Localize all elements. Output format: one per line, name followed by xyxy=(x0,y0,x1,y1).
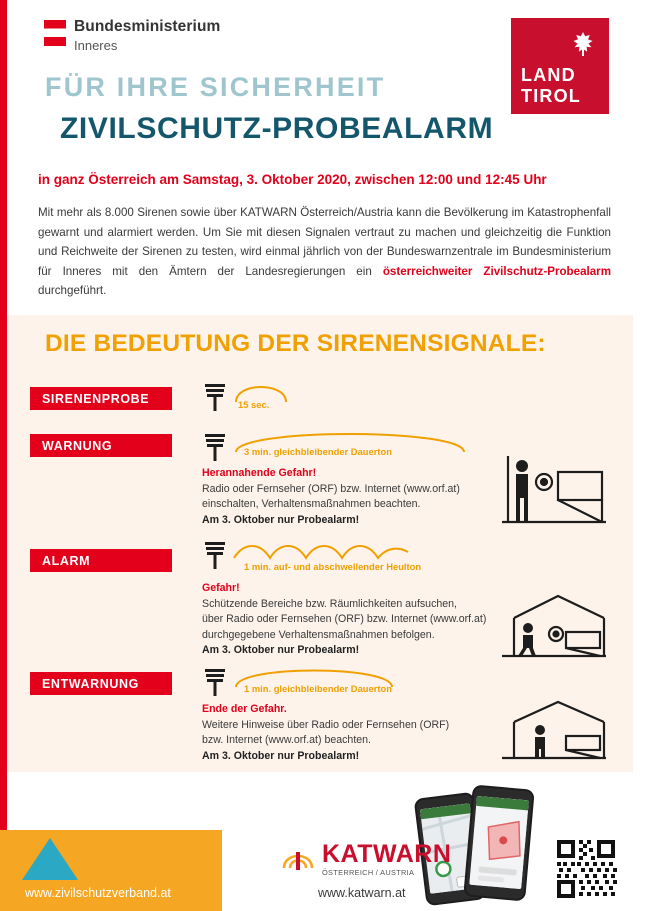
signal-line-alarm-3: durchgegebene Verhaltensmaßnahmen befolgen. xyxy=(202,628,435,641)
ministry-name-line1: Bundesministerium xyxy=(74,18,221,35)
page-title-line2: ZIVILSCHUTZ-PROBEALARM xyxy=(60,112,494,145)
katwarn-signal-icon xyxy=(278,842,318,874)
intro-highlight: österreichweiter Zivilschutz-Probealarm xyxy=(382,264,612,278)
signal-line-alarm-2: über Radio oder Fernsehen (ORF) bzw. Internet (www.orf.at) xyxy=(202,613,487,625)
signal-caption-entwarnung: 1 min. gleichbleibender Dauerton xyxy=(244,683,392,694)
signal-description-entwarnung xyxy=(202,702,502,764)
tirol-eagle-icon xyxy=(567,28,599,60)
signal-heading-entwarnung: Ende der Gefahr. xyxy=(202,703,287,715)
katwarn-url[interactable]: www.katwarn.at xyxy=(318,886,406,900)
signal-note-entwarnung: Am 3. Oktober nur Probealarm! xyxy=(202,749,360,762)
ministry-logo xyxy=(44,18,220,55)
signals-panel-title: DIE BEDEUTUNG DER SIRENENSIGNALE: xyxy=(45,330,546,357)
page-title-line1: FÜR IHRE SICHERHEIT xyxy=(45,72,386,102)
ministry-name-line2: Inneres xyxy=(74,38,118,53)
signal-heading-alarm: Gefahr! xyxy=(202,582,240,594)
tirol-label-line1: LAND xyxy=(521,65,576,85)
signal-caption-warnung: 3 min. gleichbleibender Dauerton xyxy=(244,446,392,457)
pictogram-warnung xyxy=(500,452,608,527)
land-tirol-logo xyxy=(511,18,609,114)
siren-icon-1 xyxy=(202,380,228,412)
qr-code-icon[interactable] xyxy=(553,836,619,902)
subheading-date: in ganz Österreich am Samstag, 3. Oktober 2020, zwischen 12:00 und 12:45 Uhr xyxy=(38,172,547,187)
signal-line-warnung-2: einschalten, Verhaltensmaßnahmen beachten. xyxy=(202,498,421,510)
siren-icon-2 xyxy=(202,430,228,462)
signal-line-entwarnung-2: bzw. Internet (www.orf.at) beachten. xyxy=(202,734,371,746)
phone-right xyxy=(463,785,535,902)
signal-label-warnung: WARNUNG xyxy=(30,434,172,457)
signal-label-entwarnung: ENTWARNUNG xyxy=(30,672,172,695)
signal-caption-alarm: 1 min. auf- und abschwellender Heulton xyxy=(244,561,422,572)
phone-right-screen xyxy=(469,796,529,889)
pictogram-entwarnung xyxy=(500,700,608,762)
austria-flag-icon xyxy=(44,20,66,46)
intro-paragraph xyxy=(38,203,611,301)
signal-label-alarm: ALARM xyxy=(30,549,172,572)
pictogram-alarm xyxy=(500,588,608,660)
signal-note-alarm: Am 3. Oktober nur Probealarm! xyxy=(202,644,360,656)
katwarn-name: KATWARN xyxy=(322,840,452,868)
signal-note-warnung: Am 3. Oktober nur Probealarm! xyxy=(202,513,360,526)
signal-description-warnung xyxy=(202,466,502,528)
signal-line-entwarnung-1: Weitere Hinweise über Radio oder Fernsehen (ORF) xyxy=(202,718,450,731)
zivilschutzverband-url[interactable]: www.zivilschutzverband.at xyxy=(25,886,171,900)
left-red-accent-bar xyxy=(0,0,7,830)
siren-icon-3 xyxy=(202,538,228,570)
signal-description-alarm xyxy=(202,581,512,659)
tirol-label-line2: TIROL xyxy=(521,86,581,106)
signal-line-warnung-1: Radio oder Fernseher (ORF) bzw. Internet (www.orf.at) xyxy=(202,482,460,495)
intro-text-part2: durchgeführt. xyxy=(38,284,107,297)
katwarn-logo xyxy=(322,840,451,877)
signal-heading-warnung: Herannahende Gefahr! xyxy=(202,467,317,479)
katwarn-subtitle: ÖSTERREICH / AUSTRIA xyxy=(322,868,415,877)
intro-text-part1: Mit mehr als 8.000 Sirenen sowie über KATWARN Österreich/Austria kann die Bevölkerung im Katastrophenfall gewarnt und alarmiert werden. Um Sie mit diesen Signalen vertraut zu machen und gleichzeitig die Funktion und Reichweite der Sirenen zu testen, wird einmal jährlich von der Bundeswarnzentrale im Bundesministerium für Inneres mit den Ämtern der Landesregierungen ein xyxy=(38,206,611,278)
siren-icon-4 xyxy=(202,665,228,697)
zivilschutz-triangle-icon xyxy=(22,838,78,880)
signal-caption-sirenenprobe: 15 sec. xyxy=(238,399,270,410)
signal-line-alarm-1: Schützende Bereiche bzw. Räumlichkeiten aufsuchen, xyxy=(202,597,457,610)
signal-label-sirenenprobe: SIRENENPROBE xyxy=(30,387,172,410)
